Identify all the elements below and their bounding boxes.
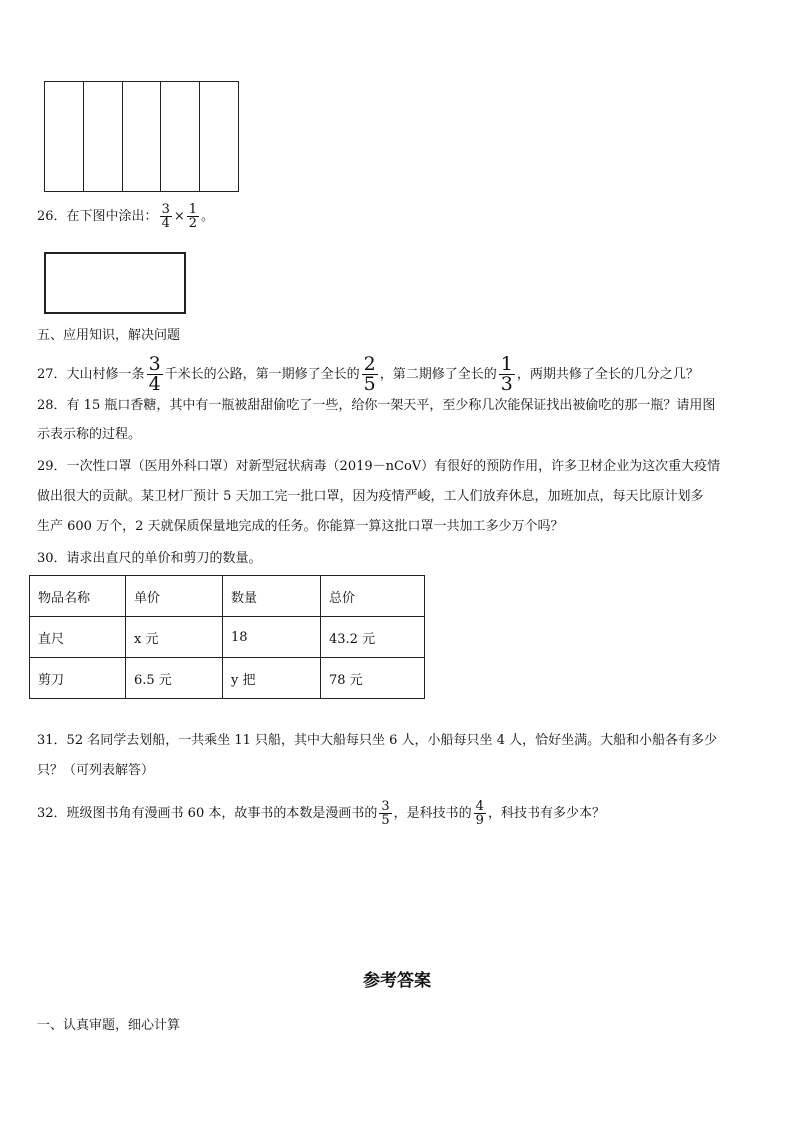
table-header-cell: 物品名称 xyxy=(30,576,126,617)
price-table xyxy=(29,575,425,699)
q26-text: 在下图中涂出： xyxy=(66,209,158,224)
table-cell: 直尺 xyxy=(30,617,126,658)
strip-cell xyxy=(161,82,200,191)
table-cell: 18 xyxy=(223,617,321,658)
table-cell: 剪刀 xyxy=(30,658,126,699)
question-31-line-2: 只？（可列表解答） xyxy=(37,763,155,778)
answers-title: 参考答案 xyxy=(363,971,431,991)
strip-cell xyxy=(200,82,238,191)
section-heading-1: 一、认真审题，细心计算 xyxy=(37,1018,181,1033)
fraction-1-2: $\frac{1}{2}$ xyxy=(188,202,198,231)
fraction-3-5: $\frac{3}{5}$ xyxy=(381,799,390,828)
fraction-4-9: $\frac{4}{9}$ xyxy=(475,799,484,828)
q26-number: 26． xyxy=(37,209,67,224)
question-32: 32．班级图书角有漫画书 60 本，故事书的本数是漫画书的 $\frac{3}{5}$ ，是科技书的 $\frac{4}{9}$ ，科技书有多少本？ xyxy=(37,799,605,828)
question-27: 27．大山村修一条 $\frac{3}{4}$ 千米长的公路，第一期修了全长的 $\frac{2}{5}$ ，第二期修了全长的 $\frac{1}{3}$ ，两期共修了全长的几分之几？ xyxy=(37,353,699,395)
table-row xyxy=(30,658,425,699)
table-cell: 43.2 元 xyxy=(321,617,425,658)
table-header-cell: 数量 xyxy=(223,576,321,617)
question-29-line-1: 29．一次性口罩（医用外科口罩）对新型冠状病毒（2019－nCoV）有很好的预防作用，许多卫材企业为这次重大疫情 xyxy=(37,459,721,474)
table-header-cell: 单价 xyxy=(126,576,223,617)
question-29-line-2: 做出很大的贡献。某卫材厂预计 5 天加工完一批口罩，因为疫情严峻，工人们放弃休息，加班加点，每天比原计划多 xyxy=(37,489,704,504)
table-cell: 78 元 xyxy=(321,658,425,699)
section-heading-5: 五、应用知识，解决问题 xyxy=(37,328,181,343)
table-row xyxy=(30,617,425,658)
table-cell: 6.5 元 xyxy=(126,658,223,699)
blank-rectangle-figure xyxy=(44,252,186,314)
table-header-cell: 总价 xyxy=(321,576,425,617)
question-31-line-1: 31．52 名同学去划船，一共乘坐 11 只船，其中大船每只坐 6 人，小船每只坐 4 人，恰好坐满。大船和小船各有多少 xyxy=(37,733,718,748)
question-30: 30．请求出直尺的单价和剪刀的数量。 xyxy=(37,551,262,566)
table-header-row xyxy=(30,576,425,617)
fraction-3-4: $\frac{3}{4}$ xyxy=(148,353,161,395)
times-sign: × xyxy=(173,209,185,224)
table-cell: x 元 xyxy=(126,617,223,658)
question-28-line-2: 示表示称的过程。 xyxy=(37,427,142,442)
question-29-line-3: 生产 600 万个，2 天就保质保量地完成的任务。你能算一算这批口罩一共加工多少万个吗？ xyxy=(37,519,564,534)
fraction-3-4: $\frac{3}{4}$ xyxy=(161,202,170,231)
fraction-2-5: $\frac{2}{5}$ xyxy=(363,353,376,395)
five-strip-figure xyxy=(44,81,239,192)
question-28-line-1: 28．有 15 瓶口香糖，其中有一瓶被甜甜偷吃了一些，给你一架天平，至少称几次能保证找出被偷吃的那一瓶？请用图 xyxy=(37,398,716,413)
question-26: 26．在下图中涂出： $\frac{3}{4}$ × $\frac{1}{2}$ 。 xyxy=(37,202,215,231)
strip-cell xyxy=(45,82,84,191)
table-cell: y 把 xyxy=(223,658,321,699)
fraction-1-3: $\frac{1}{3}$ xyxy=(500,353,513,395)
strip-cell xyxy=(123,82,162,191)
strip-cell xyxy=(84,82,123,191)
